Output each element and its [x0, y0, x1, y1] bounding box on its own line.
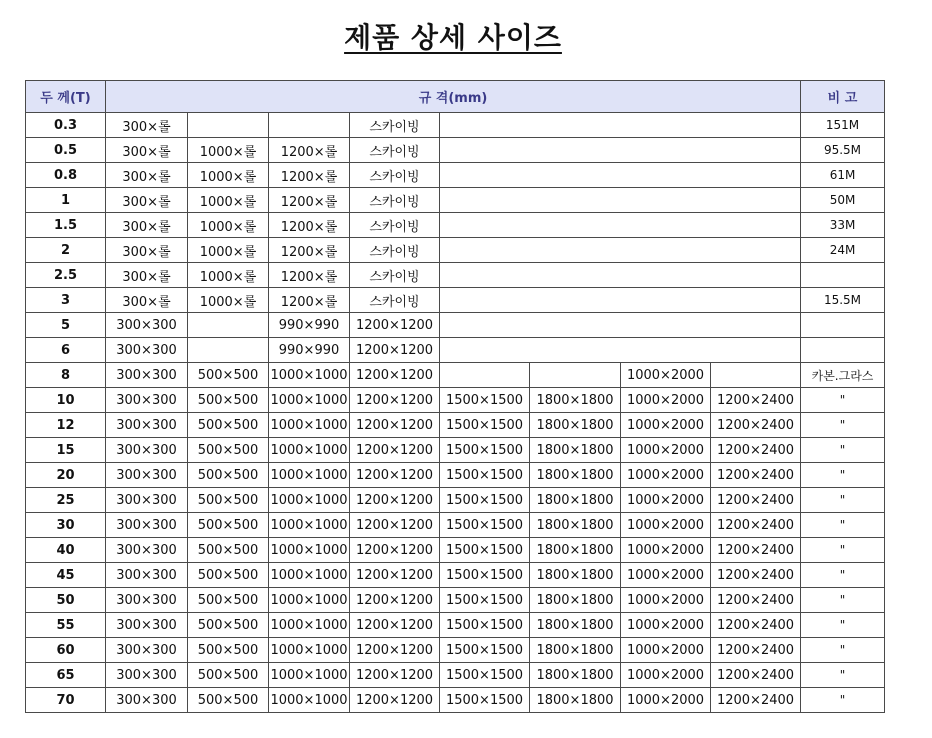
spec-cell: 1500×1500: [440, 663, 530, 688]
note-cell: ": [801, 463, 885, 488]
table-row: [26, 613, 885, 638]
spec-cell: 1200×1200: [350, 488, 440, 513]
spec-cell: 1200×1200: [350, 638, 440, 663]
spec-cell: [440, 263, 801, 288]
table-row: [26, 663, 885, 688]
spec-cell: 1000×1000: [269, 663, 350, 688]
spec-cell: 300×300: [106, 638, 188, 663]
thickness-cell: 45: [26, 563, 106, 588]
thickness-cell: 55: [26, 613, 106, 638]
spec-cell: 500×500: [188, 538, 269, 563]
spec-cell: 1200×2400: [711, 563, 801, 588]
spec-cell: 1800×1800: [530, 563, 621, 588]
spec-cell: 1200×롤: [269, 288, 350, 313]
note-cell: [801, 263, 885, 288]
table-row: [26, 288, 885, 313]
spec-cell: [711, 363, 801, 388]
spec-cell: 스카이빙: [350, 288, 440, 313]
note-cell: [801, 338, 885, 363]
spec-cell: 500×500: [188, 388, 269, 413]
spec-cell: 1000×1000: [269, 513, 350, 538]
spec-cell: 1200×1200: [350, 513, 440, 538]
spec-cell: 1200×1200: [350, 438, 440, 463]
note-cell: ": [801, 513, 885, 538]
spec-cell: 1500×1500: [440, 563, 530, 588]
note-cell: ": [801, 613, 885, 638]
spec-cell: 1200×2400: [711, 538, 801, 563]
spec-cell: 1000×1000: [269, 613, 350, 638]
spec-cell: 300×300: [106, 613, 188, 638]
thickness-cell: 3: [26, 288, 106, 313]
spec-cell: 990×990: [269, 338, 350, 363]
spec-cell: 500×500: [188, 513, 269, 538]
spec-cell: 500×500: [188, 363, 269, 388]
spec-cell: 1200×1200: [350, 563, 440, 588]
spec-cell: [440, 188, 801, 213]
spec-cell: 1000×롤: [188, 213, 269, 238]
spec-cell: 500×500: [188, 613, 269, 638]
table-row: [26, 138, 885, 163]
spec-cell: 1000×2000: [621, 538, 711, 563]
table-row: [26, 263, 885, 288]
thickness-cell: 6: [26, 338, 106, 363]
spec-cell: 1200×롤: [269, 188, 350, 213]
note-cell: ": [801, 388, 885, 413]
spec-cell: 990×990: [269, 313, 350, 338]
spec-cell: 1500×1500: [440, 463, 530, 488]
spec-cell: 1000×2000: [621, 438, 711, 463]
spec-cell: 300×300: [106, 588, 188, 613]
spec-cell: [188, 338, 269, 363]
note-cell: 15.5M: [801, 288, 885, 313]
note-cell: 95.5M: [801, 138, 885, 163]
spec-cell: 1200×1200: [350, 588, 440, 613]
note-cell: 50M: [801, 188, 885, 213]
spec-cell: 1200×1200: [350, 663, 440, 688]
table-row: [26, 638, 885, 663]
spec-cell: 1200×2400: [711, 613, 801, 638]
spec-cell: 300×300: [106, 663, 188, 688]
spec-cell: 500×500: [188, 663, 269, 688]
spec-cell: 1200×롤: [269, 163, 350, 188]
thickness-cell: 5: [26, 313, 106, 338]
header-note: 비 고: [801, 81, 885, 113]
table-row: [26, 538, 885, 563]
spec-cell: 300×300: [106, 463, 188, 488]
spec-cell: 1200×2400: [711, 438, 801, 463]
note-cell: 61M: [801, 163, 885, 188]
spec-cell: 1000×1000: [269, 413, 350, 438]
table-row: [26, 238, 885, 263]
spec-cell: 스카이빙: [350, 238, 440, 263]
table-row: [26, 338, 885, 363]
spec-cell: 1000×롤: [188, 138, 269, 163]
table-row: [26, 363, 885, 388]
thickness-cell: 1: [26, 188, 106, 213]
table-row: [26, 388, 885, 413]
spec-cell: 1200×1200: [350, 388, 440, 413]
spec-cell: 300×롤: [106, 188, 188, 213]
thickness-cell: 40: [26, 538, 106, 563]
spec-cell: [269, 113, 350, 138]
spec-cell: 1500×1500: [440, 488, 530, 513]
spec-cell: 1800×1800: [530, 513, 621, 538]
thickness-cell: 25: [26, 488, 106, 513]
spec-cell: 1200×2400: [711, 588, 801, 613]
spec-cell: 1000×1000: [269, 563, 350, 588]
spec-cell: 500×500: [188, 563, 269, 588]
spec-cell: 1000×롤: [188, 263, 269, 288]
spec-cell: 1000×2000: [621, 663, 711, 688]
spec-cell: [440, 288, 801, 313]
spec-cell: 1200×1200: [350, 313, 440, 338]
spec-cell: 1800×1800: [530, 438, 621, 463]
thickness-cell: 30: [26, 513, 106, 538]
spec-cell: [440, 313, 801, 338]
spec-cell: 1000×2000: [621, 688, 711, 713]
spec-cell: 1000×2000: [621, 588, 711, 613]
note-cell: 33M: [801, 213, 885, 238]
spec-cell: 1800×1800: [530, 688, 621, 713]
thickness-cell: 1.5: [26, 213, 106, 238]
spec-cell: 스카이빙: [350, 163, 440, 188]
spec-cell: 스카이빙: [350, 113, 440, 138]
spec-cell: 1000×1000: [269, 588, 350, 613]
spec-cell: 300×롤: [106, 138, 188, 163]
thickness-cell: 2.5: [26, 263, 106, 288]
spec-cell: 1000×1000: [269, 363, 350, 388]
thickness-cell: 70: [26, 688, 106, 713]
spec-cell: [530, 363, 621, 388]
spec-cell: 1500×1500: [440, 413, 530, 438]
thickness-cell: 15: [26, 438, 106, 463]
spec-cell: 1200×1200: [350, 613, 440, 638]
header-spec: 규 격(mm): [106, 81, 801, 113]
note-cell: ": [801, 563, 885, 588]
spec-cell: 1000×1000: [269, 488, 350, 513]
note-cell: ": [801, 438, 885, 463]
spec-cell: 300×300: [106, 363, 188, 388]
spec-cell: 1000×2000: [621, 563, 711, 588]
note-cell: ": [801, 538, 885, 563]
table-row: [26, 188, 885, 213]
spec-cell: 스카이빙: [350, 138, 440, 163]
spec-cell: 300×300: [106, 488, 188, 513]
spec-cell: 500×500: [188, 688, 269, 713]
spec-cell: 1800×1800: [530, 463, 621, 488]
spec-cell: 1000×2000: [621, 613, 711, 638]
spec-cell: 1200×롤: [269, 263, 350, 288]
spec-cell: 300×300: [106, 338, 188, 363]
spec-cell: 1800×1800: [530, 388, 621, 413]
spec-cell: 300×300: [106, 688, 188, 713]
table-row: [26, 588, 885, 613]
spec-cell: 500×500: [188, 413, 269, 438]
spec-cell: [440, 238, 801, 263]
spec-cell: 1000×2000: [621, 513, 711, 538]
spec-cell: 1800×1800: [530, 588, 621, 613]
spec-cell: 1200×2400: [711, 513, 801, 538]
note-cell: ": [801, 488, 885, 513]
spec-cell: 300×롤: [106, 238, 188, 263]
spec-table: [25, 80, 885, 713]
spec-cell: 500×500: [188, 638, 269, 663]
thickness-cell: 50: [26, 588, 106, 613]
table-row: [26, 413, 885, 438]
thickness-cell: 8: [26, 363, 106, 388]
spec-cell: 1200×롤: [269, 238, 350, 263]
spec-cell: 500×500: [188, 463, 269, 488]
header-thickness: 두 께(T): [26, 81, 106, 113]
spec-cell: [440, 138, 801, 163]
spec-cell: 1200×2400: [711, 688, 801, 713]
spec-cell: 1800×1800: [530, 663, 621, 688]
note-cell: [801, 313, 885, 338]
spec-cell: 1000×2000: [621, 488, 711, 513]
table-row: [26, 563, 885, 588]
table-body: [26, 113, 885, 713]
spec-cell: 500×500: [188, 488, 269, 513]
spec-cell: 300×300: [106, 388, 188, 413]
thickness-cell: 12: [26, 413, 106, 438]
spec-cell: 1000×2000: [621, 363, 711, 388]
spec-cell: 1000×1000: [269, 538, 350, 563]
note-cell: 24M: [801, 238, 885, 263]
spec-cell: 1200×2400: [711, 463, 801, 488]
spec-cell: 1200×1200: [350, 363, 440, 388]
spec-cell: 1200×1200: [350, 413, 440, 438]
thickness-cell: 0.8: [26, 163, 106, 188]
spec-cell: 1000×2000: [621, 388, 711, 413]
table-row: [26, 113, 885, 138]
thickness-cell: 0.3: [26, 113, 106, 138]
spec-cell: 1000×1000: [269, 463, 350, 488]
note-cell: ": [801, 413, 885, 438]
spec-cell: 1800×1800: [530, 488, 621, 513]
spec-cell: 1500×1500: [440, 638, 530, 663]
thickness-cell: 0.5: [26, 138, 106, 163]
note-cell: 카본.그라스: [801, 363, 885, 388]
spec-cell: 1500×1500: [440, 513, 530, 538]
spec-cell: 500×500: [188, 588, 269, 613]
spec-cell: 300×롤: [106, 263, 188, 288]
spec-cell: 1200×2400: [711, 388, 801, 413]
spec-cell: 1000×롤: [188, 163, 269, 188]
note-cell: 151M: [801, 113, 885, 138]
spec-cell: 1000×1000: [269, 688, 350, 713]
table-row: [26, 488, 885, 513]
spec-cell: 300×300: [106, 563, 188, 588]
note-cell: ": [801, 638, 885, 663]
spec-cell: 1000×1000: [269, 638, 350, 663]
spec-cell: 300×300: [106, 413, 188, 438]
spec-cell: 1200×2400: [711, 413, 801, 438]
table-row: [26, 438, 885, 463]
spec-cell: 1500×1500: [440, 588, 530, 613]
thickness-cell: 2: [26, 238, 106, 263]
spec-cell: 스카이빙: [350, 188, 440, 213]
note-cell: ": [801, 663, 885, 688]
spec-cell: [188, 113, 269, 138]
thickness-cell: 10: [26, 388, 106, 413]
thickness-cell: 20: [26, 463, 106, 488]
table-row: [26, 513, 885, 538]
spec-cell: 1000×2000: [621, 463, 711, 488]
table-row: [26, 213, 885, 238]
table-row: [26, 163, 885, 188]
spec-cell: 1800×1800: [530, 638, 621, 663]
spec-cell: [188, 313, 269, 338]
spec-cell: 1000×1000: [269, 438, 350, 463]
spec-cell: 1200×1200: [350, 338, 440, 363]
spec-cell: 1200×1200: [350, 463, 440, 488]
spec-cell: 1500×1500: [440, 538, 530, 563]
spec-cell: [440, 338, 801, 363]
spec-cell: 1800×1800: [530, 538, 621, 563]
spec-cell: 1500×1500: [440, 388, 530, 413]
note-cell: ": [801, 588, 885, 613]
spec-cell: 스카이빙: [350, 263, 440, 288]
spec-cell: 300×300: [106, 313, 188, 338]
spec-cell: 1500×1500: [440, 438, 530, 463]
table-row: [26, 688, 885, 713]
thickness-cell: 60: [26, 638, 106, 663]
spec-cell: 1000×1000: [269, 388, 350, 413]
spec-cell: 스카이빙: [350, 213, 440, 238]
note-cell: ": [801, 688, 885, 713]
spec-cell: 300×300: [106, 513, 188, 538]
spec-cell: 1500×1500: [440, 688, 530, 713]
spec-cell: 1000×롤: [188, 288, 269, 313]
spec-cell: 1200×롤: [269, 213, 350, 238]
spec-cell: 300×롤: [106, 113, 188, 138]
table-row: [26, 463, 885, 488]
spec-cell: 1200×1200: [350, 538, 440, 563]
spec-cell: 300×롤: [106, 288, 188, 313]
table-row: [26, 313, 885, 338]
spec-cell: 1200×1200: [350, 688, 440, 713]
spec-cell: [440, 113, 801, 138]
page-title: 제품 상세 사이즈: [344, 21, 562, 54]
thickness-cell: 65: [26, 663, 106, 688]
spec-cell: 1000×롤: [188, 238, 269, 263]
spec-cell: 300×롤: [106, 213, 188, 238]
spec-cell: 300×롤: [106, 163, 188, 188]
spec-cell: 1200×2400: [711, 663, 801, 688]
spec-cell: 500×500: [188, 438, 269, 463]
spec-cell: 300×300: [106, 538, 188, 563]
spec-cell: 1200×롤: [269, 138, 350, 163]
spec-cell: [440, 213, 801, 238]
spec-cell: [440, 363, 530, 388]
spec-cell: [440, 163, 801, 188]
spec-cell: 1200×2400: [711, 638, 801, 663]
spec-cell: 300×300: [106, 438, 188, 463]
table-header-row: [26, 81, 885, 113]
spec-cell: 1200×2400: [711, 488, 801, 513]
spec-cell: 1800×1800: [530, 613, 621, 638]
spec-cell: 1000×2000: [621, 413, 711, 438]
spec-cell: 1500×1500: [440, 613, 530, 638]
spec-cell: 1800×1800: [530, 413, 621, 438]
spec-cell: 1000×롤: [188, 188, 269, 213]
spec-cell: 1000×2000: [621, 638, 711, 663]
